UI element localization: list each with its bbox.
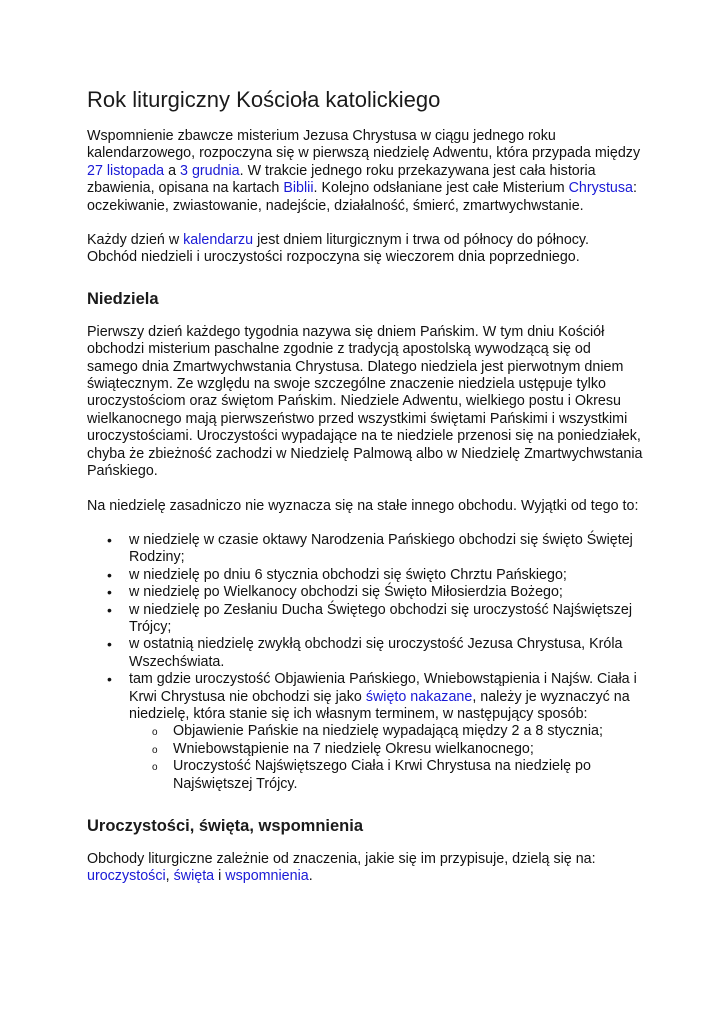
text-segment: . Kolejno odsłaniane jest całe Misterium xyxy=(313,180,569,197)
niedziela-exceptions-intro: Na niedzielę zasadniczo nie wyznacza się na stałe innego obchodu. Wyjątki od tego to: xyxy=(87,497,639,514)
niedziela-paragraph: Pierwszy dzień każdego tygodnia nazywa się dniem Pańskim. W tym dniu Kościół obchodzi misterium paschalne zgodnie z tradycją apostolską wywodzącą się od samego dnia Zmartwychwstania Chrystusa. Dlatego niedziela jest pierwotnym dniem świątecznym. Ze względu na swoje szczególne znaczenie niedziela ustępuje tylko uroczystościom oraz świętom Pańskim. Niedziele Adwentu, wielkiego postu i Okresu wielkanocnego mają pierwszeństwo przed wszystkimi świętami Pańskimi i wszystkimi uroczystościami. Uroczystości wypadające na te niedziele przenosi się na poniedziałek, chyba że zbieżność zachodzi w Niedzielę Palmową albo w Niedzielę Zmartwychwstania Pańskiego. xyxy=(87,323,643,480)
link-swieto-nakazane[interactable]: święto nakazane xyxy=(365,688,473,705)
text-segment: Każdy dzień w xyxy=(87,232,184,249)
link-chrystusa[interactable]: Chrystusa xyxy=(568,180,633,197)
sub-list-item: o Wniebowstąpienie na 7 niedzielę Okresu wielkanocnego; xyxy=(129,741,643,758)
text-segment: . W trakcie jednego roku przekazywana jest cała historia zbawienia, opisana na kartach xyxy=(87,162,596,197)
text-segment: Wspomnienie zbawcze misterium Jezusa Chrystusa w ciągu jednego roku kalendarzowego, rozpoczyna się w pierwszą niedzielę Adwentu, która przypada między xyxy=(87,128,641,162)
text-segment: a xyxy=(164,162,181,179)
sub-list-item: o Uroczystość Najświętszego Ciała i Krwi Chrystusa na niedzielę po Najświętszej Trójcy. xyxy=(129,758,643,793)
link-wspomnienia[interactable]: wspomnienia xyxy=(225,868,309,885)
sub-list-item: o Objawienie Pańskie na niedzielę wypadającą między 2 a 8 stycznia; xyxy=(129,723,643,740)
link-swieta[interactable]: święta xyxy=(173,868,215,885)
link-3-grudnia[interactable]: 3 grudnia xyxy=(180,162,240,179)
text-segment: . xyxy=(308,868,313,885)
text-segment: : oczekiwanie, zwiastowanie, nadejście, działalność, śmierć, zmartwychwstanie. xyxy=(87,180,637,214)
uroczystosci-paragraph xyxy=(87,851,643,886)
sub-list xyxy=(129,723,643,793)
section-heading-niedziela: Niedziela xyxy=(87,289,159,308)
text-segment: Obchody liturgiczne zależnie od znaczenia, jakie się im przypisuje, dzielą się na: xyxy=(87,851,596,867)
list-item xyxy=(87,671,643,793)
list-item: • w niedzielę po dniu 6 stycznia obchodzi się święto Chrztu Pańskiego; xyxy=(87,567,643,584)
link-kalendarzu[interactable]: kalendarzu xyxy=(183,232,254,249)
page-title: Rok liturgiczny Kościoła katolickiego xyxy=(87,87,441,112)
text-segment: tam gdzie uroczystość Objawienia Pańskiego, Wniebowstąpienia i Najśw. Ciała i Krwi Chrystusa nie obchodzi się jako xyxy=(129,671,637,705)
list-item: • w ostatnią niedzielę zwykłą obchodzi się uroczystość Jezusa Chrystusa, Króla Wszechświata. xyxy=(87,636,643,671)
calendar-paragraph xyxy=(87,232,643,267)
link-biblii[interactable]: Biblii xyxy=(283,180,314,197)
text-segment: jest dniem liturgicznym i trwa od północy do północy. Obchód niedzieli i uroczystości rozpoczyna się wieczorem dnia poprzedniego. xyxy=(87,232,589,266)
list-item: • w niedzielę w czasie oktawy Narodzenia Pańskiego obchodzi się święto Świętej Rodziny; xyxy=(87,532,643,567)
exceptions-list xyxy=(87,532,643,793)
text-segment: , należy je wyznaczyć na niedzielę, która stanie się ich własnym terminem, w następujący sposób: xyxy=(129,688,630,722)
document-page xyxy=(87,86,643,903)
list-item: • w niedzielę po Wielkanocy obchodzi się Święto Miłosierdzia Bożego; xyxy=(87,584,643,601)
link-27-listopada[interactable]: 27 listopada xyxy=(87,162,165,179)
section-heading-uroczystosci: Uroczystości, święta, wspomnienia xyxy=(87,817,364,835)
list-item: • w niedzielę po Zesłaniu Ducha Świętego obchodzi się uroczystość Najświętszej Trójcy; xyxy=(87,602,643,637)
text-segment: i xyxy=(214,868,226,885)
link-uroczystosci[interactable]: uroczystości xyxy=(87,868,166,885)
text-segment: , xyxy=(165,868,174,885)
intro-paragraph xyxy=(87,128,643,215)
